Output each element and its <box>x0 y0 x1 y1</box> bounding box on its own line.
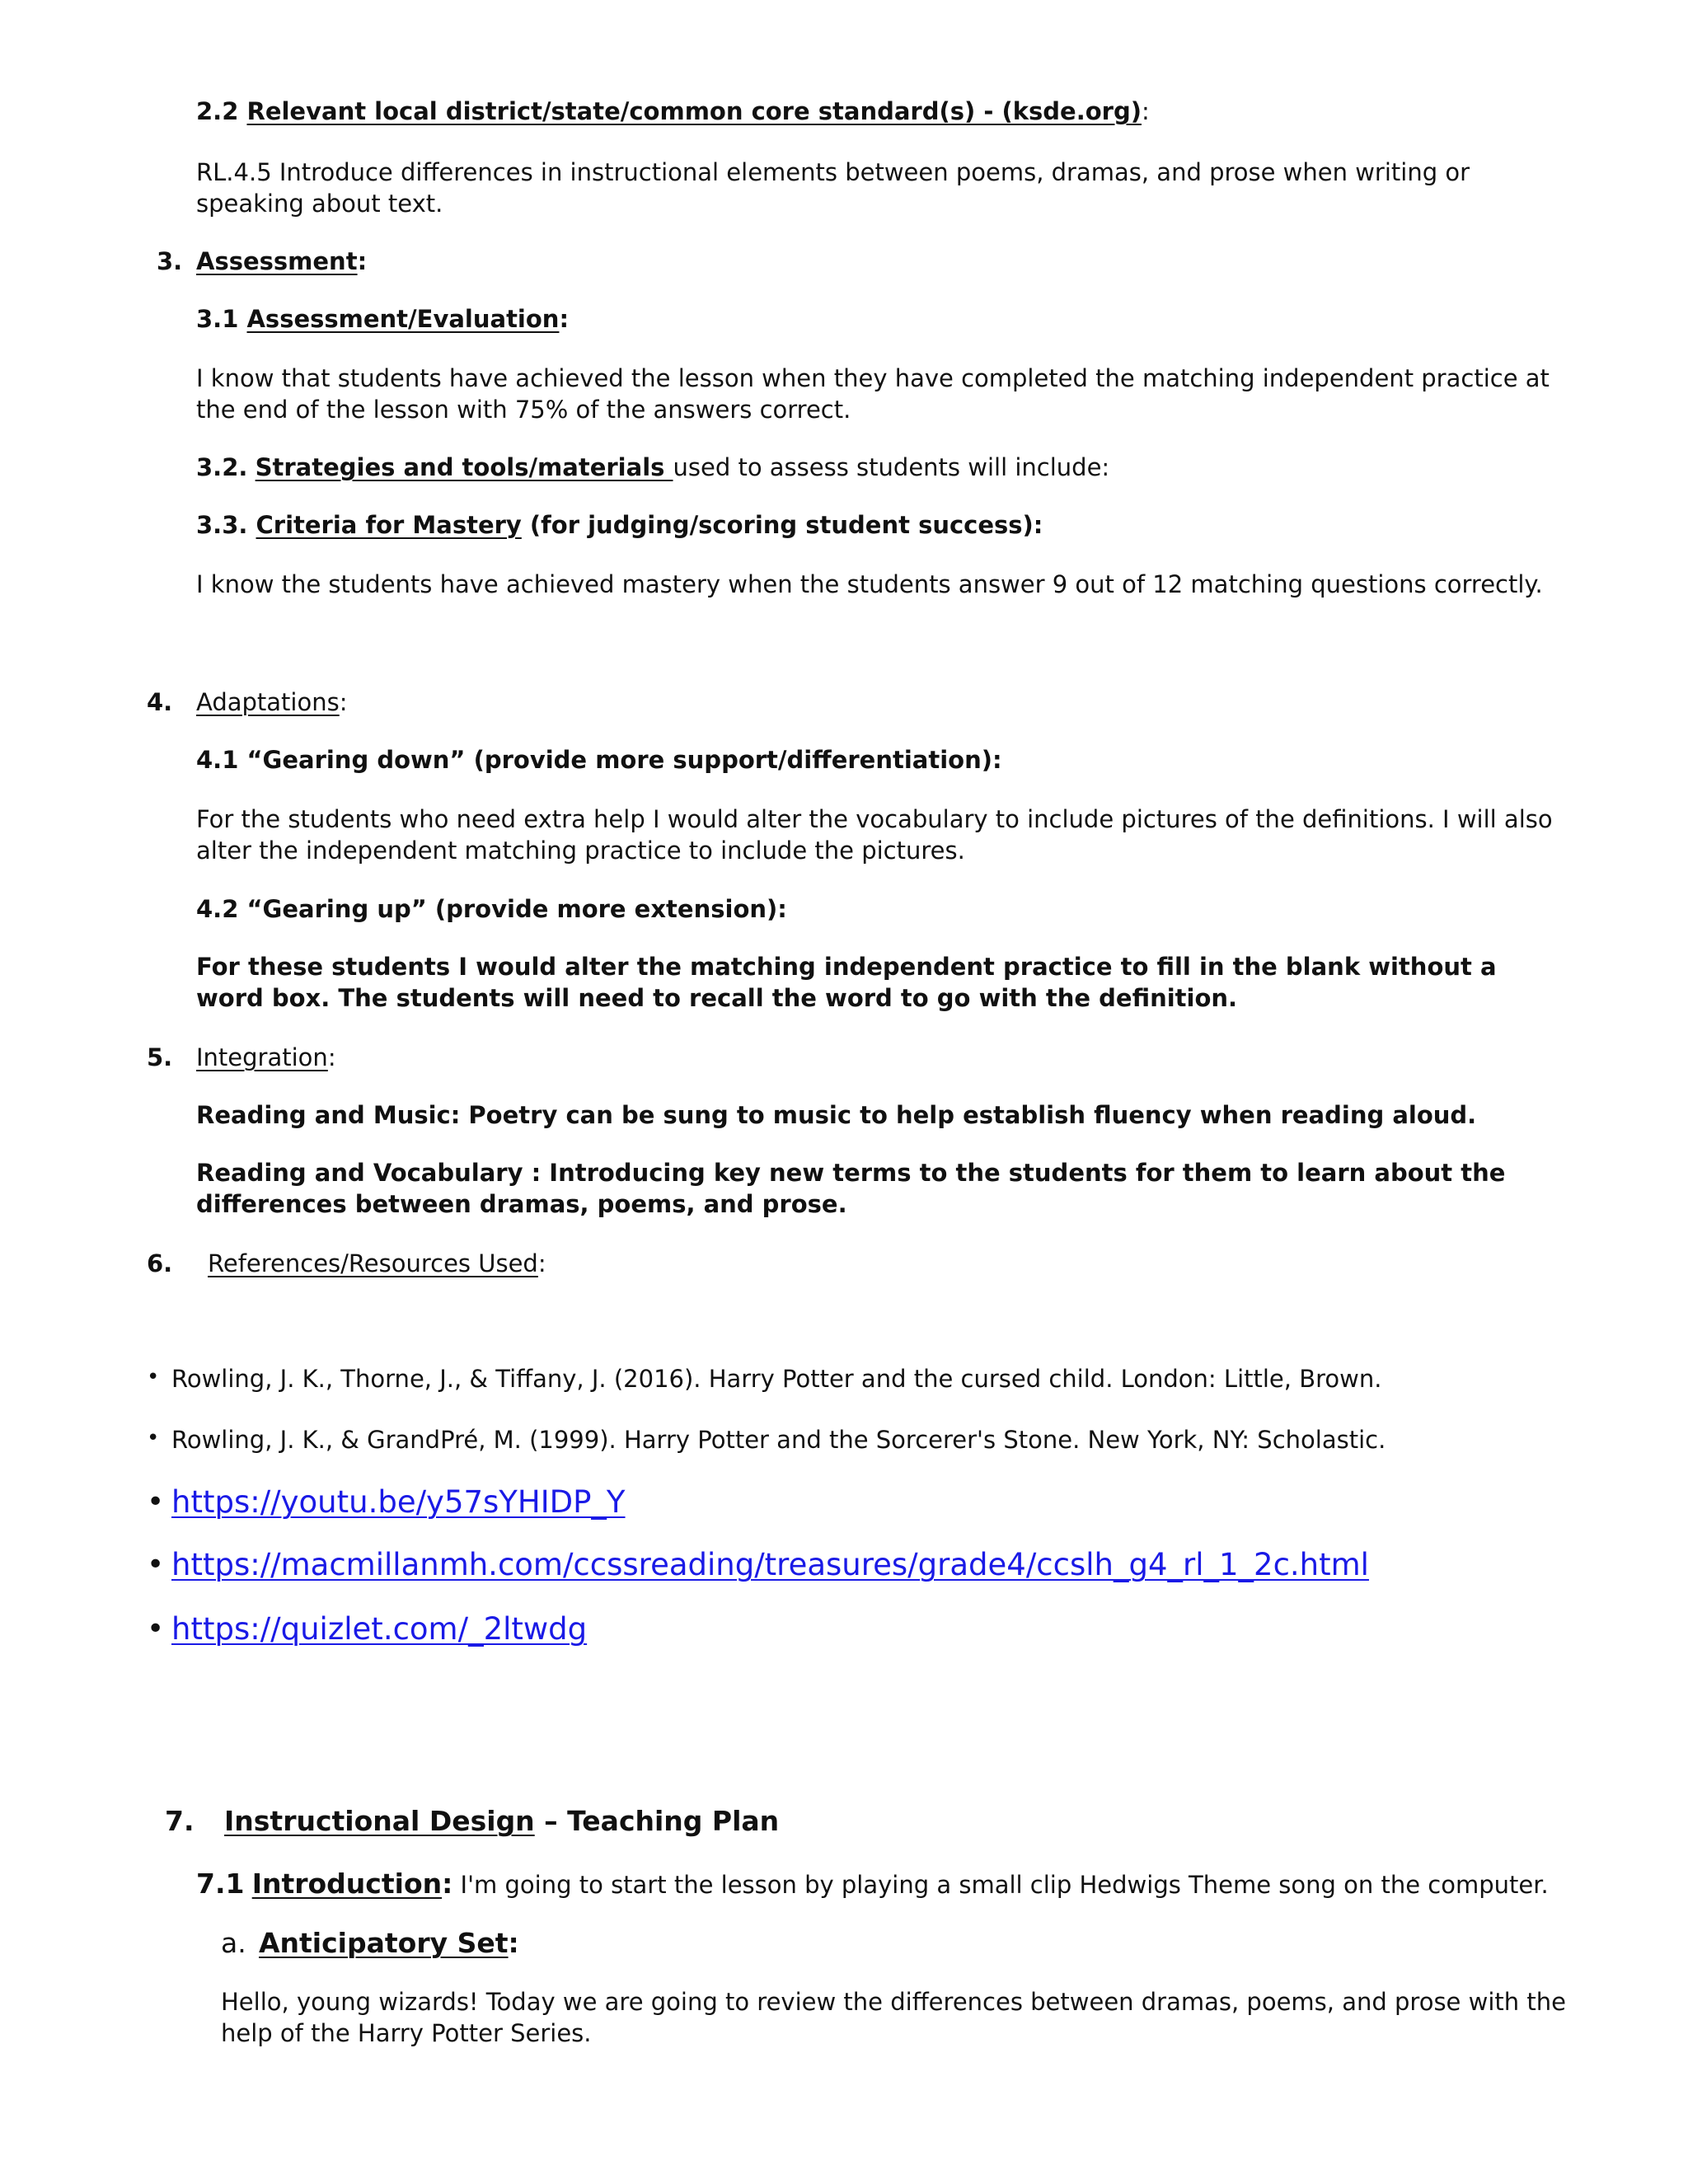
section-3-2-heading: 3.2. Strategies and tools/materials used to assess students will include: <box>196 453 1110 481</box>
section-number: 2.2 <box>196 97 239 125</box>
list-number: 4. <box>147 688 173 716</box>
reference-item: Rowling, J. K., & GrandPré, M. (1999). Harry Potter and the Sorcerer's Stone. New York, NY: Scholastic. <box>171 1426 1386 1454</box>
section-7-1: 7.1 Introduction: I'm going to start the lesson by playing a small clip Hedwigs Theme song on the computer. <box>196 1868 1549 1900</box>
section-title: Strategies and tools/materials <box>255 453 673 481</box>
introduction-text: I'm going to start the lesson by playing a small clip Hedwigs Theme song on the computer. <box>452 1871 1549 1899</box>
section-2-2-heading: 2.2 Relevant local district/state/common core standard(s) - (ksde.org): <box>196 97 1150 125</box>
section-2-2-body: RL.4.5 Introduce differences in instructional elements between poems, dramas, and prose when writing or speaking about text. <box>196 158 1470 218</box>
list-number: 3. <box>157 247 183 275</box>
section-3-1-heading: 3.1 Assessment/Evaluation: <box>196 305 570 333</box>
bullet-icon: • <box>147 1485 165 1519</box>
section-title: Criteria for Mastery <box>256 511 522 539</box>
section-6-heading: 6. References/Resources Used: <box>147 1249 546 1277</box>
section-title: Introduction <box>251 1868 443 1900</box>
section-title: Adaptations <box>196 688 340 716</box>
section-3-heading: 3. Assessment: <box>157 247 368 275</box>
anticipatory-set-heading: a. Anticipatory Set: <box>221 1925 519 1961</box>
section-4-1-body: For the students who need extra help I would alter the vocabulary to include pictures of the definitions. I will also alter the independent matching practice to include the pictures. <box>196 805 1553 865</box>
section-title: Assessment/Evaluation <box>246 305 560 333</box>
macmillan-link[interactable]: https://macmillanmh.com/ccssreading/treasures/grade4/ccslh_g4_rl_1_2c.html <box>171 1547 1369 1582</box>
anticipatory-set-body: Hello, young wizards! Today we are going to review the differences between dramas, poems, and prose with the help of the Harry Potter Series. <box>221 1988 1566 2047</box>
integration-music: Reading and Music: Poetry can be sung to music to help establish fluency when reading aloud. <box>196 1101 1477 1129</box>
reference-item: Rowling, J. K., Thorne, J., & Tiffany, J. (2016). Harry Potter and the cursed child. London: Little, Brown. <box>171 1365 1382 1393</box>
section-number: 7.1 <box>196 1868 245 1900</box>
section-title: Integration <box>196 1043 328 1071</box>
quizlet-link[interactable]: https://quizlet.com/_2ltwdg <box>171 1611 588 1647</box>
section-number: 3.1 <box>196 305 239 333</box>
list-number: 7. <box>165 1805 195 1837</box>
section-7-heading: 7. Instructional Design – Teaching Plan <box>165 1803 779 1840</box>
section-title: Assessment <box>196 247 358 275</box>
section-4-heading: 4. Adaptations: <box>147 688 348 716</box>
bullet-icon: • <box>147 1612 165 1646</box>
bullet-icon: • <box>147 1548 165 1582</box>
bullet-icon: • <box>147 1365 160 1390</box>
section-4-2-heading: 4.2 “Gearing up” (provide more extension): <box>196 895 787 923</box>
section-4-2-body: For these students I would alter the matching independent practice to fill in the blank without a word box. The students will need to recall the word to go with the definition. <box>196 953 1497 1012</box>
section-title: References/Resources Used <box>208 1249 538 1277</box>
section-4-1-heading: 4.1 “Gearing down” (provide more support/differentiation): <box>196 746 1002 774</box>
list-letter: a. <box>221 1927 246 1959</box>
section-3-3-heading: 3.3. Criteria for Mastery (for judging/scoring student success): <box>196 511 1043 539</box>
section-number: 3.2. <box>196 453 248 481</box>
section-number: 3.3. <box>196 511 248 539</box>
section-title: Relevant local district/state/common core standard(s) - (ksde.org) <box>246 97 1142 125</box>
bullet-icon: • <box>147 1426 160 1451</box>
list-number: 5. <box>147 1043 173 1071</box>
section-title: Anticipatory Set <box>259 1927 509 1959</box>
section-5-heading: 5. Integration: <box>147 1043 336 1071</box>
integration-vocabulary: Reading and Vocabulary : Introducing key new terms to the students for them to learn about the differences between dramas, poems, and prose. <box>196 1159 1506 1218</box>
section-title: Instructional Design <box>224 1805 535 1837</box>
section-3-3-body: I know the students have achieved mastery when the students answer 9 out of 12 matching questions correctly. <box>196 570 1543 598</box>
youtube-link[interactable]: https://youtu.be/y57sYHIDP_Y <box>171 1484 626 1520</box>
list-number: 6. <box>147 1249 173 1277</box>
section-3-1-body: I know that students have achieved the lesson when they have completed the matching independent practice at the end of the lesson with 75% of the answers correct. <box>196 364 1550 424</box>
